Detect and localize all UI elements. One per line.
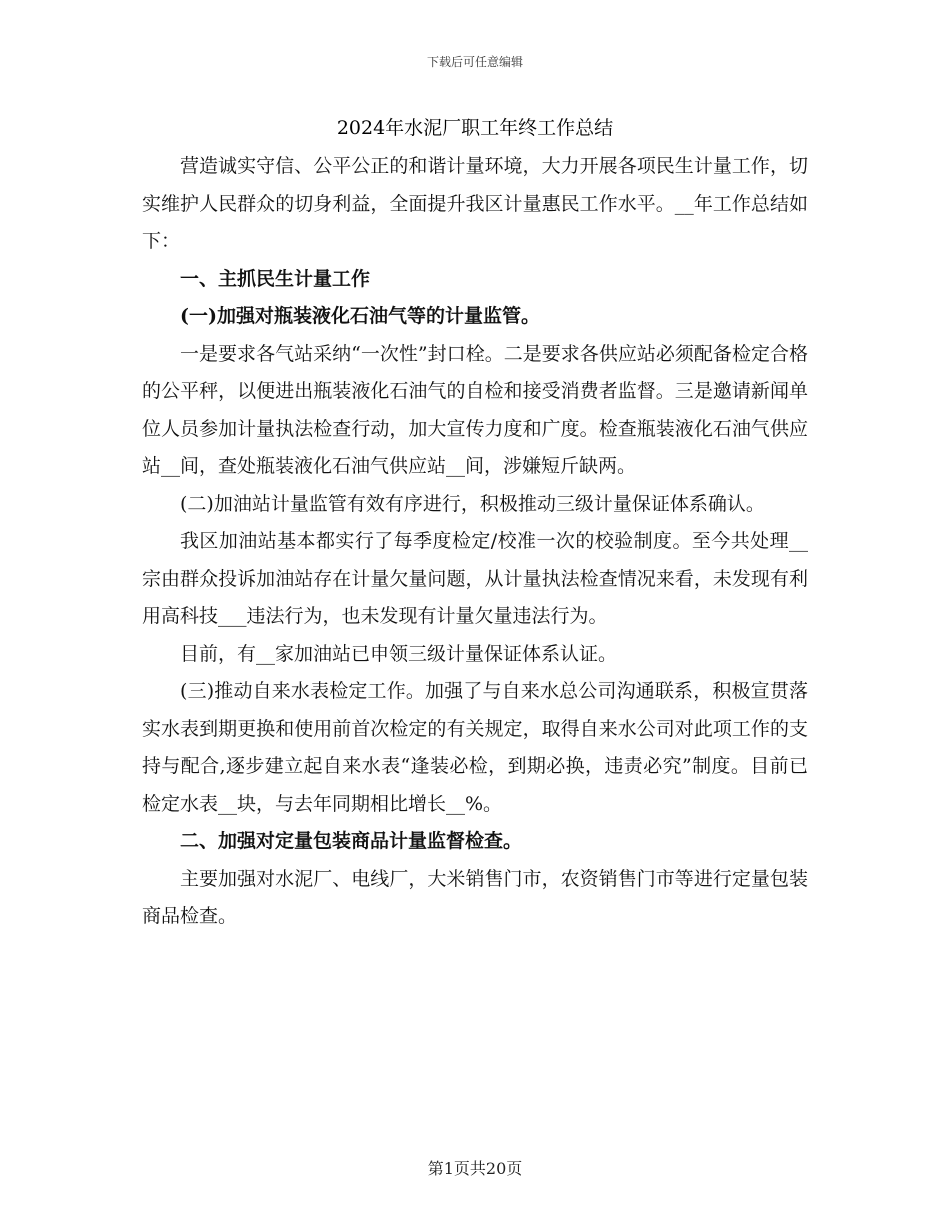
subsection-paragraph-3: (三)推动自来水表检定工作。加强了与自来水总公司沟通联系，积极宣贯落实水表到期更换和使用前首次检定的有关规定，取得自来水公司对此项工作的支持与配合,逐步建立起自来水表“逢装必检，到期必换，违责必究”制度。目前已检定水表__块，与去年同期相比增长__%。 [142,680,808,815]
intro-paragraph: 营造诚实守信、公平公正的和谐计量环境，大力开展各项民生计量工作，切实维护人民群众的切身利益，全面提升我区计量惠民工作水平。__年工作总结如下： [142,155,808,252]
body-paragraph: 目前，有__家加油站已申领三级计量保证体系认证。 [180,642,618,665]
body-paragraph: 一是要求各气站采纳“一次性”封口栓。二是要求各供应站必须配备检定合格的公平秤，以便进出瓶装液化石油气的自检和接受消费者监督。三是邀请新闻单位人员参加计量执法检查行动，加大宣传力度和广度。检查瓶装液化石油气供应站__间，查处瓶装液化石油气供应站__间，涉嫌短斤缺两。 [142,342,808,477]
document-title: 2024年水泥厂职工年终工作总结 [336,117,614,139]
header-note: 下载后可任意编辑 [426,55,523,69]
page-number-footer: 第1页共20页 [427,1159,523,1178]
body-paragraph: 主要加强对水泥厂、电线厂，大米销售门市，农资销售门市等进行定量包装商品检查。 [142,867,808,927]
section-heading-2: 二、加强对定量包装商品计量监督检查。 [180,830,523,852]
section-heading-1: 一、主抓民生计量工作 [180,267,371,290]
body-paragraph: 我区加油站基本都实行了每季度检定/校准一次的校验制度。至今共处理__宗由群众投诉加油站存在计量欠量问题，从计量执法检查情况来看，未发现有利用高科技___违法行为，也未发现有计量欠量违法行为。 [142,530,808,627]
subsection-heading-1: (一)加强对瓶装液化石油气等的计量监管。 [180,305,540,327]
document-body [142,112,808,936]
subsection-paragraph-2: (二)加油站计量监管有效有序进行，积极推动三级计量保证体系确认。 [180,492,765,515]
